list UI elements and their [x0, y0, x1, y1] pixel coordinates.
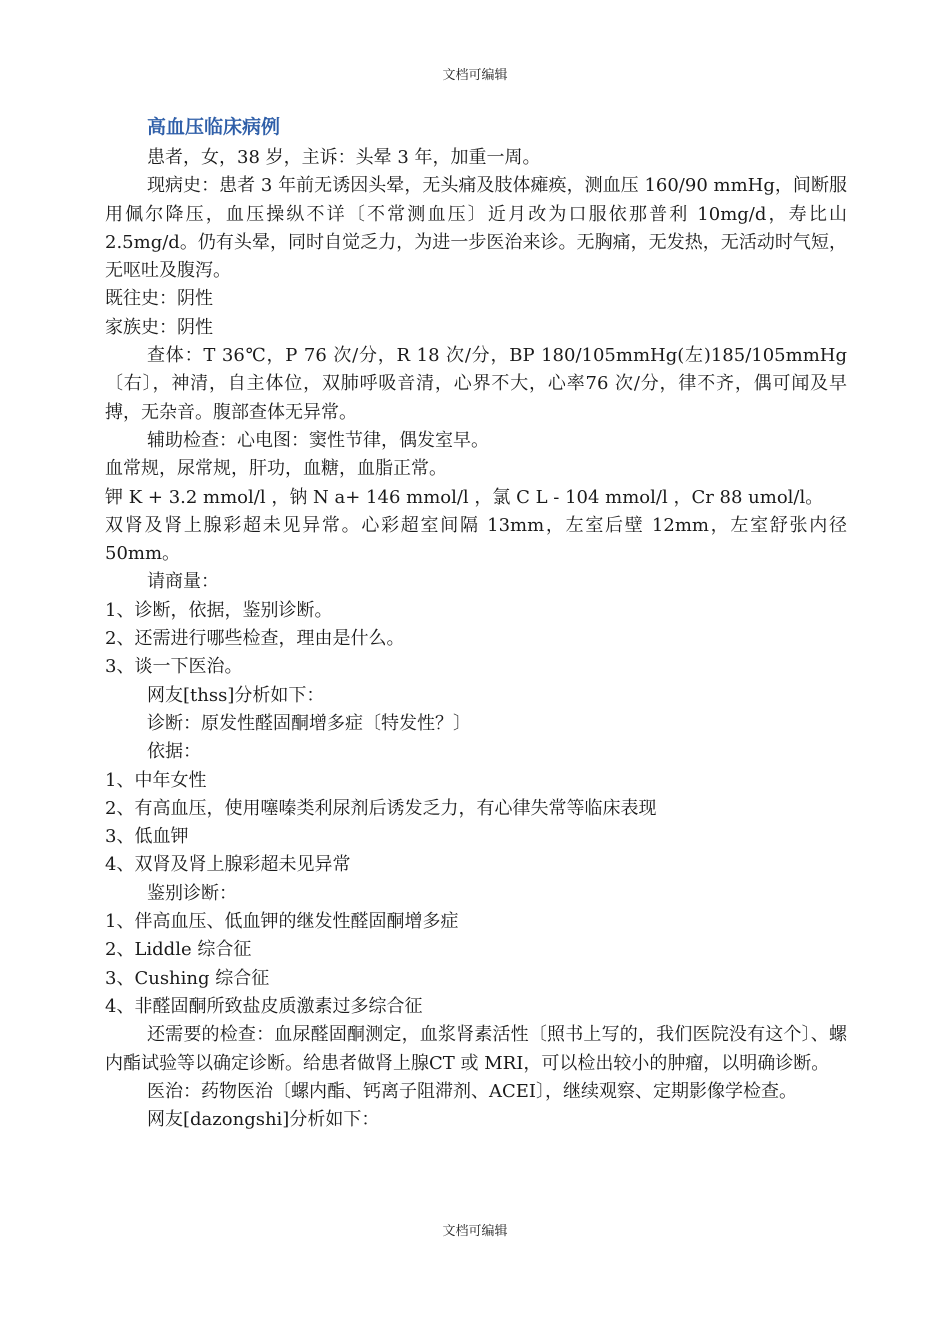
- text-line: 现病史：患者 3 年前无诱因头晕，无头痛及肢体瘫痪，测血压 160/90 mmHg，间断服用佩尔降压，血压操纵不详〔不常测血压〕近月改为口服依那普利 10mg/d，寿比山 2.5mg/d。仍有头晕，同时自觉乏力，为进一步医治来诊。无胸痛，无发热，无活动时气短，无呕吐及腹泻。: [105, 175, 847, 282]
- text-line: 1、诊断，依据，鉴别诊断。: [105, 599, 333, 621]
- text-line: 诊断：原发性醛固酮增多症〔特发性？〕: [147, 712, 471, 734]
- text-line: 既往史：阴性: [105, 288, 213, 310]
- text-line: 3、Cushing 综合征: [105, 967, 270, 989]
- document-body: [105, 114, 847, 1134]
- text-line: 患者，女，38 岁，主诉：头晕 3 年，加重一周。: [147, 147, 541, 168]
- text-line: 钾 K + 3.2 mmol/l ，钠 N a+ 146 mmol/l ，氯 C L - 104 mmol/l ，Cr 88 umol/l。: [105, 486, 824, 508]
- text-line: 4、非醛固酮所致盐皮质激素过多综合征: [105, 995, 423, 1017]
- page-footer: 文档可编辑: [442, 1224, 508, 1239]
- text-line: 4、双肾及肾上腺彩超未见异常: [105, 854, 351, 876]
- text-line: 依据：: [147, 741, 201, 763]
- text-line: 2、还需进行哪些检查，理由是什么。: [105, 628, 405, 650]
- text-line: 1、伴高血压、低血钾的继发性醛固酮增多症: [105, 911, 459, 933]
- text-line: 鉴别诊断：: [147, 882, 237, 904]
- text-line: 查体：T 36℃，P 76 次/分，R 18 次/分，BP 180/105mmHg(左)185/105mmHg〔右〕，神清，自主体位，双肺呼吸音清，心界不大，心率76 次/分，律不齐，偶可闻及早搏，无杂音。腹部查体无异常。: [105, 345, 847, 423]
- document-title: 高血压临床病例: [147, 116, 281, 138]
- text-line: 还需要的检查：血尿醛固酮测定，血浆肾素活性〔照书上写的，我们医院没有这个〕、螺内酯试验等以确定诊断。给患者做肾上腺CT 或 MRI，可以检出较小的肿瘤，以明确诊断。: [105, 1024, 847, 1074]
- text-line: 3、谈一下医治。: [105, 656, 243, 678]
- text-line: 辅助检查：心电图：窦性节律，偶发室早。: [147, 429, 489, 451]
- text-line: 2、有高血压，使用噻嗪类利尿剂后诱发乏力，有心律失常等临床表现: [105, 797, 657, 819]
- text-line: 请商量：: [147, 571, 219, 593]
- page-header: 文档可编辑: [442, 68, 508, 83]
- text-line: 1、中年女性: [105, 769, 207, 791]
- text-line: 双肾及肾上腺彩超未见异常。心彩超室间隔 13mm，左室后壁 12mm，左室舒张内径 50mm。: [105, 514, 847, 565]
- text-line: 血常规，尿常规，肝功，血糖，血脂正常。: [105, 458, 447, 480]
- text-line: 2、Liddle 综合征: [105, 939, 252, 961]
- text-line: 家族史：阴性: [105, 316, 213, 338]
- text-line: 网友[thss]分析如下：: [147, 684, 325, 706]
- text-line: 3、低血钾: [105, 826, 189, 848]
- text-line: 网友[dazongshi]分析如下：: [147, 1109, 380, 1131]
- text-line: 医治：药物医治〔螺内酯、钙离子阻滞剂、ACEI〕，继续观察、定期影像学检查。: [147, 1080, 798, 1102]
- document-lines: [105, 144, 847, 1134]
